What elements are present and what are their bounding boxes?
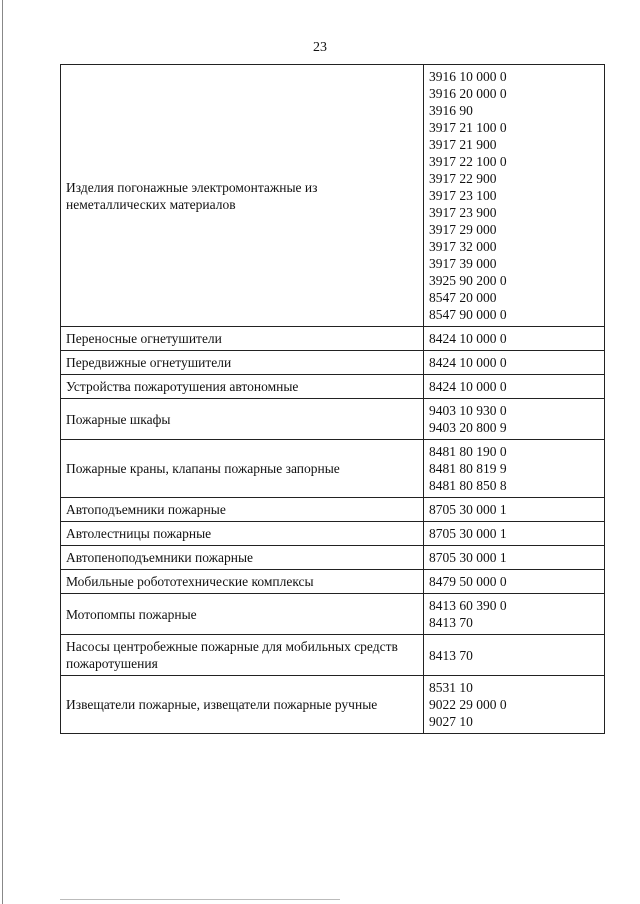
tnved-code: 3917 21 100 0: [429, 120, 507, 135]
tnved-code: 8547 20 000: [429, 290, 497, 305]
tnved-code: 8481 80 190 0: [429, 444, 507, 459]
tnved-code: 9403 10 930 0: [429, 403, 507, 418]
table-row: [61, 65, 605, 327]
tnved-code: 3917 39 000: [429, 256, 497, 271]
table-row: [61, 676, 605, 734]
tnved-code: 3917 23 100: [429, 188, 497, 203]
product-codes-table: [60, 64, 605, 734]
table-row: [61, 522, 605, 546]
product-name-cell: Автолестницы пожарные: [61, 522, 424, 546]
product-name-cell: Насосы центробежные пожарные для мобильных средств пожаротушения: [61, 635, 424, 676]
tnved-code: 3917 22 100 0: [429, 154, 507, 169]
table-row: [61, 594, 605, 635]
product-codes-cell: [424, 570, 605, 594]
product-name-cell: Устройства пожаротушения автономные: [61, 375, 424, 399]
tnved-code: 8413 70: [429, 615, 473, 630]
tnved-code: 3916 90: [429, 103, 473, 118]
scan-edge-bottom: [60, 899, 340, 900]
tnved-code: 8547 90 000 0: [429, 307, 507, 322]
product-codes-cell: [424, 399, 605, 440]
tnved-code: 8531 10: [429, 680, 473, 695]
page-number: 23: [313, 40, 327, 55]
table-row: [61, 570, 605, 594]
product-codes-cell: [424, 676, 605, 734]
product-name-cell: Пожарные краны, клапаны пожарные запорные: [61, 440, 424, 498]
product-name-cell: Мотопомпы пожарные: [61, 594, 424, 635]
tnved-code: 8705 30 000 1: [429, 550, 507, 565]
product-name-cell: Извещатели пожарные, извещатели пожарные ручные: [61, 676, 424, 734]
product-codes-cell: [424, 522, 605, 546]
product-name-cell: Переносные огнетушители: [61, 327, 424, 351]
tnved-code: 9022 29 000 0: [429, 697, 507, 712]
table-row: [61, 375, 605, 399]
tnved-code: 3917 29 000: [429, 222, 497, 237]
table-row: [61, 327, 605, 351]
tnved-code: 8424 10 000 0: [429, 379, 507, 394]
tnved-code: 8479 50 000 0: [429, 574, 507, 589]
tnved-code: 3916 10 000 0: [429, 69, 507, 84]
tnved-code: 8424 10 000 0: [429, 331, 507, 346]
product-codes-cell: [424, 65, 605, 327]
tnved-code: 8413 60 390 0: [429, 598, 507, 613]
product-codes-cell: [424, 635, 605, 676]
tnved-code: 8705 30 000 1: [429, 526, 507, 541]
product-codes-cell: [424, 546, 605, 570]
product-codes-cell: [424, 594, 605, 635]
product-name-cell: Передвижные огнетушители: [61, 351, 424, 375]
product-codes-cell: [424, 327, 605, 351]
table-row: [61, 351, 605, 375]
table-row: [61, 635, 605, 676]
tnved-code: 8481 80 850 8: [429, 478, 507, 493]
table-row: [61, 498, 605, 522]
tnved-code: 3917 23 900: [429, 205, 497, 220]
product-codes-cell: [424, 498, 605, 522]
tnved-code: 9403 20 800 9: [429, 420, 507, 435]
product-codes-cell: [424, 440, 605, 498]
tnved-code: 8705 30 000 1: [429, 502, 507, 517]
tnved-code: 3916 20 000 0: [429, 86, 507, 101]
table-row: [61, 440, 605, 498]
table-row: [61, 399, 605, 440]
tnved-code: 3925 90 200 0: [429, 273, 507, 288]
scan-edge-left: [2, 0, 3, 904]
tnved-code: 3917 21 900: [429, 137, 497, 152]
tnved-code: 9027 10: [429, 714, 473, 729]
table-body: [61, 65, 605, 734]
tnved-code: 8413 70: [429, 647, 473, 663]
tnved-code: 8424 10 000 0: [429, 355, 507, 370]
product-codes-cell: [424, 375, 605, 399]
table-row: [61, 546, 605, 570]
product-name-cell: Автопеноподъемники пожарные: [61, 546, 424, 570]
product-name-cell: Изделия погонажные электромонтажные из неметаллических материалов: [61, 65, 424, 327]
product-name-cell: Мобильные робототехнические комплексы: [61, 570, 424, 594]
product-codes-cell: [424, 351, 605, 375]
product-name-cell: Пожарные шкафы: [61, 399, 424, 440]
tnved-code: 3917 22 900: [429, 171, 497, 186]
product-name-cell: Автоподъемники пожарные: [61, 498, 424, 522]
tnved-code: 3917 32 000: [429, 239, 497, 254]
tnved-code: 8481 80 819 9: [429, 461, 507, 476]
